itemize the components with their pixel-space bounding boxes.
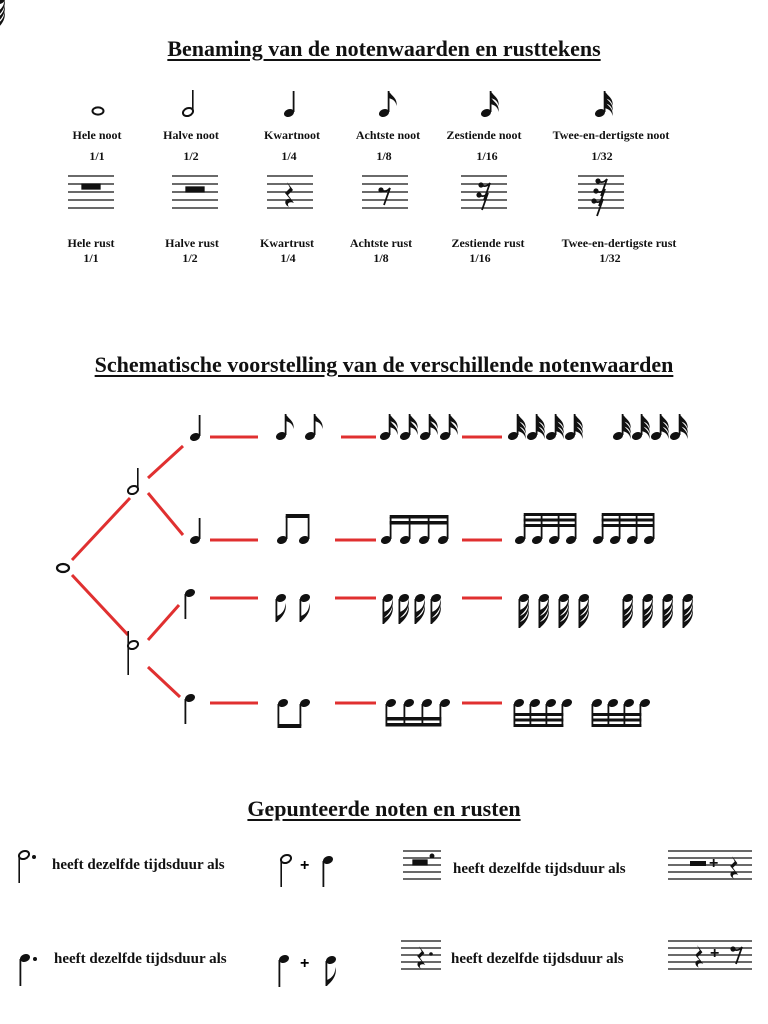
tree-whole-note-icon [57, 564, 69, 572]
rest-value-whole: 1/1 [83, 251, 99, 265]
row1-sixteenth-notes-icon [379, 414, 458, 441]
dotted-phrase-4: heeft dezelfde tijdsduur als [451, 951, 624, 967]
row3-sixteenth-notes-icon [382, 593, 442, 624]
tree-red-branches [72, 437, 502, 703]
row4-beamed-sixteenths-icon [385, 698, 451, 727]
thirtysecond-rest-staff-icon [578, 176, 624, 216]
note-label-sixteenth: Zestiende noot [446, 128, 522, 142]
plus-sign-4: + [710, 945, 720, 962]
row1-thirtysecond-notes-icon [507, 414, 688, 441]
rest-value-quarter: 1/4 [280, 251, 296, 265]
note-label-eighth: Achtste noot [355, 128, 421, 142]
section-title-schematic: Schematische voorstelling van de verschillende notenwaarden [94, 352, 674, 377]
note-value-half: 1/2 [183, 149, 199, 163]
tree-half-note-down-icon [127, 631, 139, 675]
plus-sign-3: + [300, 955, 310, 972]
quarter-rest-staff-icon [267, 176, 313, 208]
whole-note-icon [93, 107, 104, 114]
rest-label-thirtysecond: Twee-en-dertigste rust [561, 236, 677, 250]
dotted-half-note-icon [18, 850, 36, 883]
dotted-phrase-2: heeft dezelfde tijdsduur als [453, 861, 626, 877]
quarter-note-icon-eq1 [322, 855, 334, 887]
row2-beamed-thirtyseconds-icon [514, 513, 655, 545]
eighth-note-icon [378, 91, 397, 118]
dotted-half-rest-staff-icon [403, 851, 441, 879]
note-value-quarter: 1/4 [281, 149, 297, 163]
note-value-sixteenth: 1/16 [476, 149, 498, 163]
sixteenth-note-icon [480, 91, 499, 118]
plus-sign-2: + [709, 855, 719, 872]
row3-thirtysecond-notes-icon [0, 0, 6, 30]
note-value-thirtysecond: 1/32 [591, 149, 613, 163]
note-label-whole: Hele noot [72, 128, 122, 142]
tree-half-note-up-icon [127, 468, 139, 495]
row2-quarter-note-icon [189, 518, 201, 545]
rest-value-sixteenth: 1/16 [469, 251, 491, 265]
quarter-note-icon [283, 91, 295, 118]
plus-sign-1: + [300, 857, 310, 874]
half-note-icon-eq1 [280, 854, 292, 887]
dotted-phrase-1: heeft dezelfde tijdsduur als [52, 857, 225, 873]
rest-label-half: Halve rust [165, 236, 219, 250]
half-rest-staff-icon [172, 176, 218, 208]
dotted-quarter-note-icon [19, 953, 37, 986]
row1-quarter-note-icon [189, 415, 201, 442]
row4-beamed-thirtyseconds-icon [513, 698, 651, 727]
quarter-note-icon-eq3 [278, 954, 290, 987]
eighth-rest-staff-icon [362, 176, 408, 208]
row1-eighth-notes-icon [275, 414, 323, 441]
rest-label-whole: Hele rust [67, 236, 115, 250]
note-value-whole: 1/1 [89, 149, 105, 163]
note-label-quarter: Kwartnoot [264, 128, 320, 142]
quarter-plus-eighth-rest-staff-icon [668, 941, 752, 969]
row2-beamed-eighths-icon [276, 514, 310, 545]
section-title-dotted: Gepunteerde noten en rusten [247, 796, 521, 821]
rest-label-eighth: Achtste rust [349, 236, 413, 250]
rest-label-quarter: Kwartrust [260, 236, 314, 250]
dotted-quarter-rest-staff-icon [401, 941, 441, 969]
thirtysecond-note-icon [594, 91, 613, 118]
row2-beamed-sixteenths-icon [380, 515, 449, 545]
half-note-icon [182, 90, 194, 117]
whole-rest-staff-icon [68, 176, 114, 208]
half-plus-quarter-rest-staff-icon [668, 851, 752, 879]
note-value-eighth: 1/8 [376, 149, 392, 163]
row4-beamed-eighths-icon [277, 698, 311, 728]
sixteenth-rest-staff-icon [461, 176, 507, 210]
section-title-note-names: Benaming van de notenwaarden en rusttekens [167, 36, 601, 61]
note-label-half: Halve noot [163, 128, 219, 142]
dotted-phrase-3: heeft dezelfde tijdsduur als [54, 951, 227, 967]
row4-quarter-note-icon [184, 693, 196, 724]
rest-value-eighth: 1/8 [373, 251, 389, 265]
rest-value-thirtysecond: 1/32 [599, 251, 621, 265]
rest-label-sixteenth: Zestiende rust [451, 236, 525, 250]
row3-eighth-notes-icon [275, 593, 311, 622]
note-label-thirtysecond: Twee-en-dertigste noot [552, 128, 670, 142]
row3-quarter-note-icon [184, 588, 196, 619]
rest-value-half: 1/2 [182, 251, 198, 265]
eighth-note-icon-eq3 [325, 955, 337, 986]
